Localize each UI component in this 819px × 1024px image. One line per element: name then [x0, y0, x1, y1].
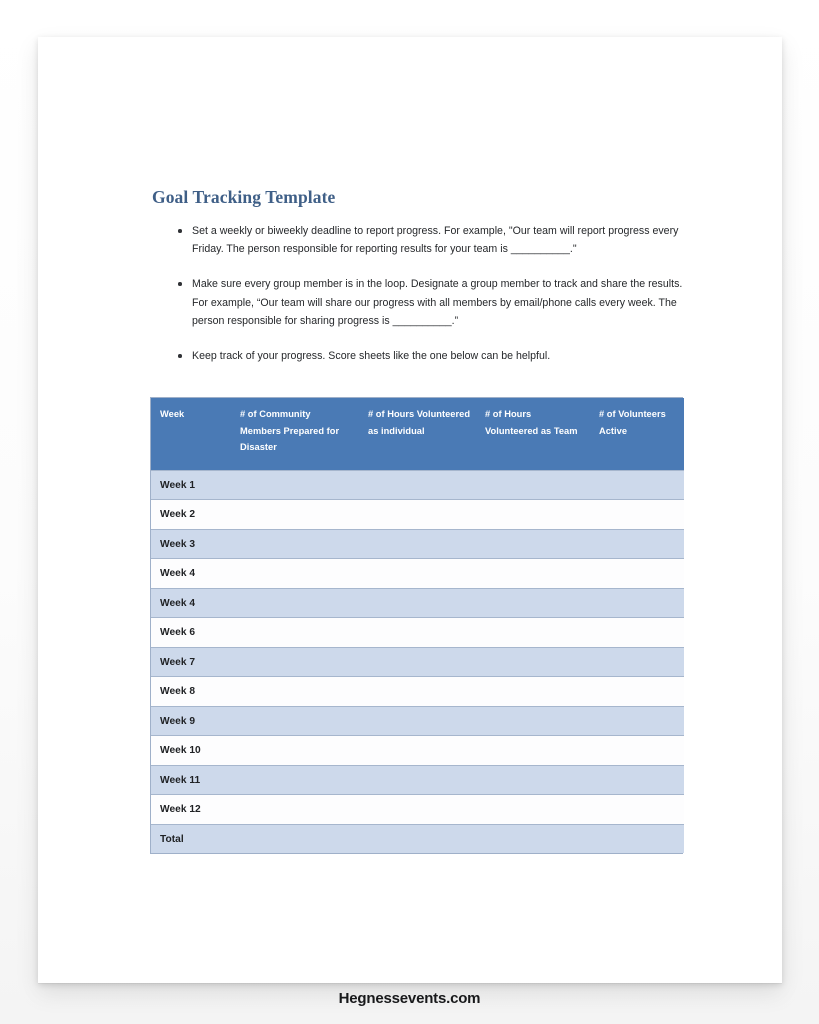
- cell-hours-individual[interactable]: [360, 765, 477, 795]
- cell-members-prepared[interactable]: [232, 736, 360, 766]
- cell-hours-individual[interactable]: [360, 706, 477, 736]
- list-item-text: Set a weekly or biweekly deadline to report progress. For example, "Our team will report progress every Friday. The person responsible for reporting results for your team is __________.": [192, 225, 679, 256]
- cell-members-prepared[interactable]: [232, 795, 360, 825]
- document-body: [150, 187, 695, 854]
- instructions-list: [150, 222, 695, 365]
- cell-volunteers-active[interactable]: [591, 588, 684, 618]
- cell-members-prepared[interactable]: [232, 529, 360, 559]
- table-row: [151, 500, 684, 530]
- cell-hours-team[interactable]: [477, 765, 591, 795]
- list-item: [150, 222, 695, 258]
- cell-hours-team[interactable]: [477, 795, 591, 825]
- cell-hours-team[interactable]: [477, 500, 591, 530]
- cell-hours-individual[interactable]: [360, 736, 477, 766]
- cell-hours-team[interactable]: [477, 588, 591, 618]
- cell-hours-individual[interactable]: [360, 470, 477, 500]
- cell-members-prepared[interactable]: [232, 706, 360, 736]
- list-item: [150, 275, 695, 330]
- row-label-total: Total: [151, 824, 232, 853]
- list-item-text: Make sure every group member is in the loop. Designate a group member to track and share the results. For example, “Our team will share our progress with all members by email/phone calls every week. The person responsible for sharing progress is __________.”: [192, 278, 683, 327]
- cell-hours-team[interactable]: [477, 647, 591, 677]
- row-label: Week 11: [151, 765, 232, 795]
- list-item: [150, 347, 695, 365]
- row-label: Week 3: [151, 529, 232, 559]
- cell-hours-individual[interactable]: [360, 588, 477, 618]
- cell-volunteers-active[interactable]: [591, 706, 684, 736]
- column-header-volunteers-active: # of Volunteers Active: [591, 398, 684, 470]
- cell-total-volunteers-active[interactable]: [591, 824, 684, 853]
- cell-hours-team[interactable]: [477, 470, 591, 500]
- cell-total-hours-individual[interactable]: [360, 824, 477, 853]
- table-row: [151, 677, 684, 707]
- cell-members-prepared[interactable]: [232, 765, 360, 795]
- row-label: Week 1: [151, 470, 232, 500]
- table-row: [151, 765, 684, 795]
- table-row: [151, 618, 684, 648]
- cell-hours-team[interactable]: [477, 618, 591, 648]
- list-item-text: Keep track of your progress. Score sheets like the one below can be helpful.: [192, 350, 551, 363]
- cell-members-prepared[interactable]: [232, 500, 360, 530]
- cell-members-prepared[interactable]: [232, 677, 360, 707]
- cell-volunteers-active[interactable]: [591, 647, 684, 677]
- column-header-hours-individual: # of Hours Volunteered as individual: [360, 398, 477, 470]
- cell-members-prepared[interactable]: [232, 588, 360, 618]
- cell-volunteers-active[interactable]: [591, 736, 684, 766]
- cell-volunteers-active[interactable]: [591, 677, 684, 707]
- cell-hours-individual[interactable]: [360, 529, 477, 559]
- cell-hours-individual[interactable]: [360, 677, 477, 707]
- cell-hours-individual[interactable]: [360, 618, 477, 648]
- bullet-dot-icon: [178, 282, 182, 286]
- row-label: Week 9: [151, 706, 232, 736]
- table-row: [151, 529, 684, 559]
- row-label: Week 12: [151, 795, 232, 825]
- table-row: [151, 736, 684, 766]
- cell-hours-team[interactable]: [477, 529, 591, 559]
- row-label: Week 4: [151, 588, 232, 618]
- cell-volunteers-active[interactable]: [591, 529, 684, 559]
- cell-total-hours-team[interactable]: [477, 824, 591, 853]
- bullet-dot-icon: [178, 354, 182, 358]
- table-row: [151, 470, 684, 500]
- cell-hours-team[interactable]: [477, 736, 591, 766]
- row-label: Week 4: [151, 559, 232, 589]
- table-row-total: [151, 824, 684, 853]
- cell-members-prepared[interactable]: [232, 470, 360, 500]
- cell-hours-individual[interactable]: [360, 500, 477, 530]
- table-row: [151, 706, 684, 736]
- goal-tracking-table-wrapper: [150, 397, 683, 854]
- cell-hours-individual[interactable]: [360, 795, 477, 825]
- row-label: Week 10: [151, 736, 232, 766]
- table-row: [151, 647, 684, 677]
- column-header-week: Week: [151, 398, 232, 470]
- cell-total-members-prepared[interactable]: [232, 824, 360, 853]
- row-label: Week 6: [151, 618, 232, 648]
- cell-hours-individual[interactable]: [360, 647, 477, 677]
- bullet-dot-icon: [178, 229, 182, 233]
- cell-volunteers-active[interactable]: [591, 618, 684, 648]
- row-label: Week 2: [151, 500, 232, 530]
- cell-volunteers-active[interactable]: [591, 470, 684, 500]
- cell-volunteers-active[interactable]: [591, 795, 684, 825]
- cell-members-prepared[interactable]: [232, 559, 360, 589]
- cell-hours-team[interactable]: [477, 677, 591, 707]
- cell-hours-team[interactable]: [477, 706, 591, 736]
- cell-members-prepared[interactable]: [232, 618, 360, 648]
- table-row: [151, 588, 684, 618]
- goal-tracking-table: [151, 398, 684, 853]
- table-body: [151, 470, 684, 853]
- cell-hours-team[interactable]: [477, 559, 591, 589]
- table-row: [151, 795, 684, 825]
- row-label: Week 7: [151, 647, 232, 677]
- document-page: [38, 37, 782, 983]
- column-header-hours-team: # of Hours Volunteered as Team: [477, 398, 591, 470]
- site-watermark: Hegnessevents.com: [338, 990, 481, 1007]
- cell-volunteers-active[interactable]: [591, 500, 684, 530]
- cell-members-prepared[interactable]: [232, 647, 360, 677]
- cell-volunteers-active[interactable]: [591, 765, 684, 795]
- table-row: [151, 559, 684, 589]
- cell-volunteers-active[interactable]: [591, 559, 684, 589]
- table-header-row: [151, 398, 684, 470]
- page-title: Goal Tracking Template: [152, 187, 336, 207]
- table-head: [151, 398, 684, 470]
- cell-hours-individual[interactable]: [360, 559, 477, 589]
- column-header-members-prepared: # of Community Members Prepared for Disaster: [232, 398, 360, 470]
- row-label: Week 8: [151, 677, 232, 707]
